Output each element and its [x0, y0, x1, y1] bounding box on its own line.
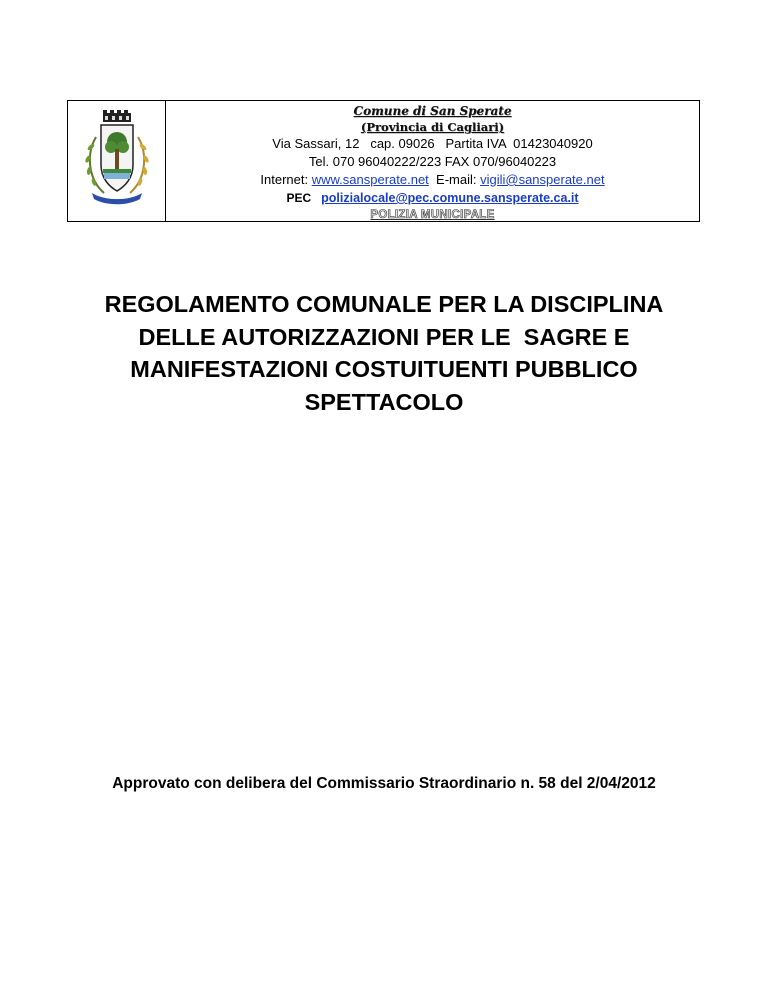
email-link[interactable]: vigili@sansperate.net: [480, 172, 605, 187]
website-link[interactable]: www.sansperate.net: [311, 172, 429, 187]
contacts-line: [166, 171, 699, 189]
province-name: (Provincia di Cagliari): [360, 120, 505, 134]
pec-label: PEC: [286, 191, 322, 205]
title-line: SPETTACOLO: [304, 388, 464, 415]
internet-label: Internet:: [260, 172, 312, 187]
pec-line: [166, 189, 699, 207]
logo-cell: [68, 101, 166, 221]
address-line: Via Sassari, 12 cap. 09026 Partita IVA 01423040920: [272, 136, 593, 151]
department-name: POLIZIA MUNICIPALE: [370, 209, 495, 221]
approval-note: Approvato con delibera del Commissario Straordinario n. 58 del 2/04/2012: [112, 775, 656, 792]
pec-email-link[interactable]: polizialocale@pec.comune.sansperate.ca.it: [321, 191, 579, 205]
coat-of-arms-icon: [74, 109, 160, 213]
phone-fax-line: Tel. 070 96040222/223 FAX 070/96040223: [308, 154, 557, 169]
email-label: E-mail:: [428, 172, 481, 187]
title-line: DELLE AUTORIZZAZIONI PER LE SAGRE E: [138, 323, 630, 350]
letterhead-box: [67, 100, 700, 222]
letterhead-info: [166, 101, 699, 221]
title-line: REGOLAMENTO COMUNALE PER LA DISCIPLINA: [104, 291, 664, 317]
title-line: MANIFESTAZIONI COSTUITUENTI PUBBLICO: [130, 356, 638, 382]
document-title: [40, 288, 728, 418]
municipality-name: Comune di San Sperate: [353, 104, 512, 118]
